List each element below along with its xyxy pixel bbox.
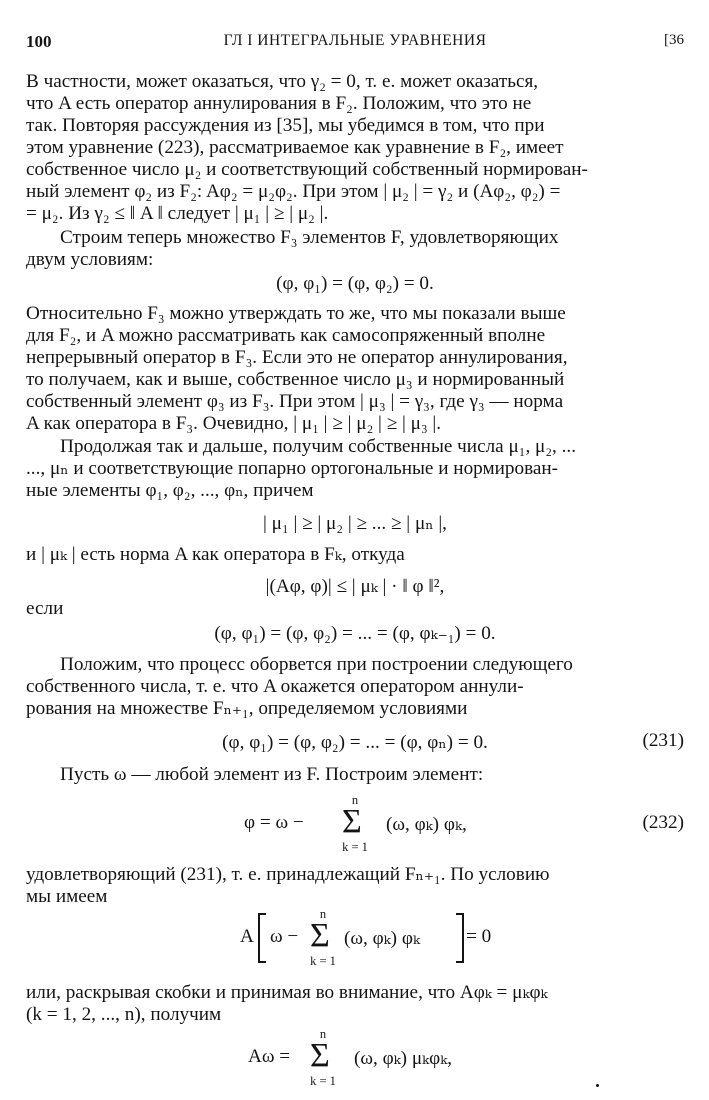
text-line: A как оператора в F₃. Очевидно, | μ₁ | ≥ | μ₂ | ≥ | μ₃ |. [26, 413, 442, 434]
equation-eigenvalue-chain: | μ₁ | ≥ | μ₂ | ≥ ... ≥ | μₙ |, [263, 513, 447, 534]
page-header [26, 32, 684, 56]
text-line: для F₂, и A можно рассматривать как самосопряженный вполне [26, 325, 546, 346]
text-line: ный элемент φ₂ из F₂: Aφ₂ = μ₂φ₂. При этом | μ₂ | = γ₂ и (Aφ₂, φ₂) = [26, 181, 561, 202]
paragraph-10 [26, 982, 684, 1026]
equation-expanded-rhs: (ω, φₖ) μₖφₖ, [354, 1048, 453, 1069]
running-title: ГЛ I ИНТЕГРАЛЬНЫЕ УРАВНЕНИЯ [223, 32, 487, 49]
paragraph-1 [26, 71, 684, 225]
text-line: В частности, может оказаться, что γ₂ = 0, т. е. может оказаться, [26, 71, 539, 92]
text-line: рования на множестве Fₙ₊₁, определяемом условиями [26, 698, 468, 719]
print-speck [596, 1084, 599, 1087]
equation-232-rhs: (ω, φₖ) φₖ, [386, 814, 467, 835]
text-line: этом уравнение (223), рассматриваемое как уравнение в F₂, имеет [26, 137, 564, 158]
text-line: и | μₖ | есть норма A как оператора в Fₖ, откуда [26, 544, 405, 565]
text-line: Продолжая так и дальше, получим собственные числа μ₁, μ₂, ... [60, 436, 577, 457]
section-reference: [36 [664, 32, 684, 48]
text-line: Положим, что процесс оборвется при построении следующего [60, 654, 573, 675]
equation-norm-bound: |(Aφ, φ)| ≤ | μₖ | · ‖ φ ‖², [265, 576, 445, 597]
right-square-bracket [456, 913, 464, 963]
text-line: = μ₂. Из γ₂ ≤ ‖ A ‖ следует | μ₁ | ≥ | μ₂ |. [26, 203, 329, 224]
text-line: если [26, 598, 64, 619]
sum-upper-limit: n [319, 1027, 327, 1041]
text-line: Относительно F₃ можно утверждать то же, что мы показали выше [26, 303, 566, 324]
text-line: то получаем, как и выше, собственное число μ₃ и нормированный [26, 369, 565, 390]
equation-number-232: (232) [642, 812, 684, 833]
text-line: так. Повторяя рассуждения из [35], мы убедимся в том, что при [26, 115, 545, 136]
paragraph-9 [26, 864, 684, 908]
sum-lower-limit: k = 1 [310, 1074, 336, 1088]
sum-upper-limit: n [319, 907, 327, 921]
paragraph-6 [26, 598, 684, 620]
paragraph-3 [26, 303, 684, 435]
equation-inner-right: (ω, φₖ) φₖ [344, 928, 420, 949]
sigma-symbol: Σ [310, 1037, 330, 1074]
text-line: удовлетворяющий (231), т. е. принадлежащий Fₙ₊₁. По условию [26, 864, 550, 885]
text-line: непрерывный оператор в F₃. Если это не оператор аннулирования, [26, 347, 568, 368]
equation-expanded-lhs: Aω = [248, 1046, 291, 1067]
text-line: мы имеем [26, 886, 108, 907]
text-line: собственный элемент φ₃ из F₃. При этом | μ₃ | = γ₃, где γ₃ — норма [26, 391, 564, 412]
sigma-symbol: Σ [310, 917, 330, 954]
paragraph-5 [26, 544, 684, 566]
equation-orthogonality-2: (φ, φ₁) = (φ, φ₂) = 0. [276, 273, 434, 294]
equation-rhs: = 0 [466, 926, 492, 947]
text-line: собственного числа, т. е. что A окажется оператором аннули- [26, 676, 524, 697]
sum-lower-limit: k = 1 [342, 840, 368, 854]
text-line: или, раскрывая скобки и принимая во внимание, что Aφₖ = μₖφₖ [26, 982, 548, 1003]
sum-upper-limit: n [351, 793, 359, 807]
equation-orthogonality-k: (φ, φ₁) = (φ, φ₂) = ... = (φ, φₖ₋₁) = 0. [214, 623, 496, 644]
paragraph-7 [26, 654, 684, 720]
equation-inner-left: ω − [270, 926, 299, 947]
operator-A: A [240, 926, 254, 947]
text-line: собственное число μ₂ и соответствующий собственный нормирован- [26, 159, 588, 180]
sigma-symbol: Σ [342, 803, 362, 840]
paragraph-8 [26, 764, 684, 786]
page-number: 100 [26, 32, 52, 51]
paragraph-2 [26, 227, 684, 271]
equation-number-231: (231) [642, 730, 684, 751]
text-line: двум условиям: [26, 249, 154, 270]
text-line: Пусть ω — любой элемент из F. Построим элемент: [60, 764, 484, 785]
sum-lower-limit: k = 1 [310, 954, 336, 968]
text-line: ные элементы φ₁, φ₂, ..., φₙ, причем [26, 480, 314, 501]
paragraph-4 [26, 436, 684, 502]
text-line: (k = 1, 2, ..., n), получим [26, 1004, 222, 1025]
text-line: Строим теперь множество F₃ элементов F, удовлетворяющих [60, 227, 559, 248]
text-line: ..., μₙ и соответствующие попарно ортогональные и нормирован- [26, 458, 559, 479]
text-line: что A есть оператор аннулирования в F₂. Положим, что это не [26, 93, 532, 114]
equation-232-lhs: φ = ω − [244, 812, 304, 833]
left-square-bracket [258, 913, 266, 963]
equation-231 [26, 730, 684, 754]
equation-231-body: (φ, φ₁) = (φ, φ₂) = ... = (φ, φₙ) = 0. [222, 732, 488, 753]
